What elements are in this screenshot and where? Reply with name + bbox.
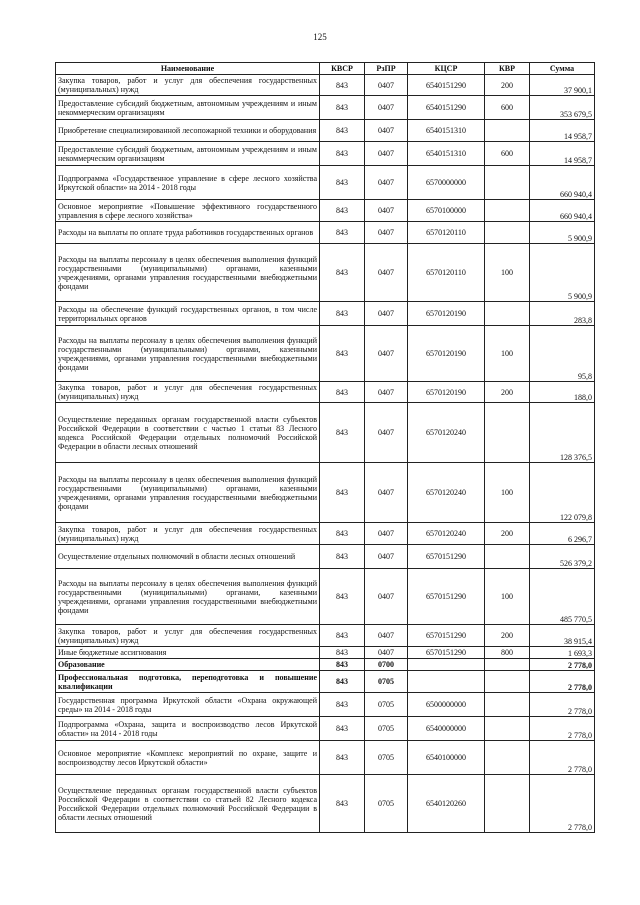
table-row: [56, 302, 595, 326]
table-row: [56, 569, 595, 625]
cell-rzpr: 0407: [365, 545, 408, 569]
cell-name: Расходы на выплаты персоналу в целях обеспечения выполнения функций государственными (муниципальными) органами, казенными учреждениями, органами управления государственными внебюджетными фондами: [56, 569, 320, 625]
table-row: [56, 326, 595, 382]
cell-rzpr: 0705: [365, 693, 408, 717]
cell-kvr: 100: [485, 326, 530, 382]
cell-kvr: [485, 659, 530, 671]
cell-kcsr: 6540120260: [408, 775, 485, 833]
cell-kvsr: 843: [320, 222, 365, 244]
table-row: [56, 523, 595, 545]
cell-kvsr: 843: [320, 244, 365, 302]
cell-kcsr: 6540151290: [408, 75, 485, 96]
cell-kvsr: 843: [320, 326, 365, 382]
cell-kcsr: 6570151290: [408, 647, 485, 659]
cell-sum: 2 778,0: [530, 693, 595, 717]
cell-kvr: [485, 200, 530, 222]
cell-name: Предоставление субсидий бюджетным, автономным учреждениям и иным некоммерческим организациям: [56, 96, 320, 120]
cell-sum: 283,8: [530, 302, 595, 326]
cell-kvr: 100: [485, 244, 530, 302]
cell-rzpr: 0407: [365, 403, 408, 463]
cell-sum: 95,8: [530, 326, 595, 382]
cell-sum: 122 079,8: [530, 463, 595, 523]
cell-sum: 353 679,5: [530, 96, 595, 120]
cell-name: Расходы на выплаты по оплате труда работников государственных органов: [56, 222, 320, 244]
cell-kcsr: 6540151310: [408, 120, 485, 142]
cell-name: Осуществление переданных органам государственной власти субъектов Российской Федерации в соответствии с частью 1 статьи 83 Лесного кодекса Российской Федерации отдельных полномочий Российской Федерации в области лесных отношений: [56, 403, 320, 463]
table-body: [56, 75, 595, 833]
header-name: Наименование: [56, 63, 320, 75]
cell-kvsr: 843: [320, 166, 365, 200]
cell-kcsr: 6570120190: [408, 382, 485, 403]
table-row: [56, 382, 595, 403]
cell-kvr: 800: [485, 647, 530, 659]
cell-name: Осуществление отдельных полномочий в области лесных отношений: [56, 545, 320, 569]
cell-kvsr: 843: [320, 671, 365, 693]
header-kvr: КВР: [485, 63, 530, 75]
cell-kcsr: 6570151290: [408, 569, 485, 625]
page-number: 125: [313, 32, 327, 42]
cell-sum: 14 958,7: [530, 120, 595, 142]
cell-kvr: [485, 545, 530, 569]
cell-kvsr: 843: [320, 523, 365, 545]
table-row: [56, 142, 595, 166]
table-header-row: [56, 63, 595, 75]
cell-kcsr: 6570151290: [408, 625, 485, 647]
table-row: [56, 647, 595, 659]
table-row: [56, 120, 595, 142]
cell-name: Расходы на выплаты персоналу в целях обеспечения выполнения функций государственными (муниципальными) органами, казенными учреждениями, органами управления государственными внебюджетными фондами: [56, 244, 320, 302]
cell-rzpr: 0407: [365, 200, 408, 222]
budget-table: [55, 62, 595, 833]
cell-name: Приобретение специализированной лесопожарной техники и оборудования: [56, 120, 320, 142]
cell-name: Расходы на обеспечение функций государственных органов, в том числе территориальных органов: [56, 302, 320, 326]
cell-name: Иные бюджетные ассигнования: [56, 647, 320, 659]
cell-kvsr: 843: [320, 693, 365, 717]
cell-kcsr: 6570120240: [408, 463, 485, 523]
cell-kvsr: 843: [320, 200, 365, 222]
cell-kvr: [485, 166, 530, 200]
cell-kvr: [485, 717, 530, 741]
cell-kvsr: 843: [320, 625, 365, 647]
cell-kcsr: 6570120190: [408, 326, 485, 382]
cell-kvr: [485, 222, 530, 244]
cell-name: Закупка товаров, работ и услуг для обеспечения государственных (муниципальных) нужд: [56, 382, 320, 403]
table-row: [56, 545, 595, 569]
cell-kcsr: 6570120240: [408, 403, 485, 463]
header-kvsr: КВСР: [320, 63, 365, 75]
cell-rzpr: 0705: [365, 717, 408, 741]
cell-kvsr: 843: [320, 545, 365, 569]
cell-name: Основное мероприятие «Повышение эффективного государственного управления в сфере лесного хозяйства»: [56, 200, 320, 222]
cell-kvsr: 843: [320, 463, 365, 523]
cell-kcsr: [408, 659, 485, 671]
cell-sum: 2 778,0: [530, 659, 595, 671]
cell-kcsr: [408, 671, 485, 693]
cell-kcsr: 6570120110: [408, 244, 485, 302]
table-row: [56, 671, 595, 693]
cell-name: Предоставление субсидий бюджетным, автономным учреждениям и иным некоммерческим организациям: [56, 142, 320, 166]
cell-sum: 660 940,4: [530, 200, 595, 222]
cell-sum: 38 915,4: [530, 625, 595, 647]
table-row: [56, 463, 595, 523]
cell-rzpr: 0407: [365, 302, 408, 326]
cell-kvr: [485, 302, 530, 326]
cell-sum: 2 778,0: [530, 775, 595, 833]
table-row: [56, 222, 595, 244]
cell-kvsr: 843: [320, 142, 365, 166]
cell-kvsr: 843: [320, 647, 365, 659]
table-row: [56, 166, 595, 200]
cell-kcsr: 6570000000: [408, 166, 485, 200]
cell-kvsr: 843: [320, 403, 365, 463]
cell-rzpr: 0407: [365, 120, 408, 142]
cell-kvsr: 843: [320, 775, 365, 833]
cell-kcsr: 6570151290: [408, 545, 485, 569]
cell-kvr: 200: [485, 523, 530, 545]
cell-rzpr: 0407: [365, 96, 408, 120]
cell-rzpr: 0407: [365, 75, 408, 96]
cell-name: Профессиональная подготовка, переподготовка и повышение квалификации: [56, 671, 320, 693]
cell-sum: 660 940,4: [530, 166, 595, 200]
cell-sum: 5 900,9: [530, 222, 595, 244]
cell-rzpr: 0407: [365, 569, 408, 625]
cell-sum: 2 778,0: [530, 741, 595, 775]
cell-rzpr: 0705: [365, 775, 408, 833]
table-row: [56, 741, 595, 775]
cell-kcsr: 6570120110: [408, 222, 485, 244]
cell-kvr: [485, 120, 530, 142]
table-row: [56, 75, 595, 96]
cell-rzpr: 0407: [365, 382, 408, 403]
table-row: [56, 693, 595, 717]
table-row: [56, 96, 595, 120]
cell-sum: 6 296,7: [530, 523, 595, 545]
table-row: [56, 775, 595, 833]
cell-kvr: 100: [485, 463, 530, 523]
table-row: [56, 659, 595, 671]
cell-name: Осуществление переданных органам государственной власти субъектов Российской Федерации в соответствии со статьей 82 Лесного кодекса Российской Федерации отдельных полномочий Российской Федерации в области лесных отношений: [56, 775, 320, 833]
cell-name: Закупка товаров, работ и услуг для обеспечения государственных (муниципальных) нужд: [56, 523, 320, 545]
cell-kvr: 600: [485, 142, 530, 166]
cell-name: Закупка товаров, работ и услуг для обеспечения государственных (муниципальных) нужд: [56, 75, 320, 96]
header-sum: Сумма: [530, 63, 595, 75]
cell-name: Расходы на выплаты персоналу в целях обеспечения выполнения функций государственными (муниципальными) органами, казенными учреждениями, органами управления государственными внебюджетными фондами: [56, 463, 320, 523]
cell-kcsr: 6540000000: [408, 717, 485, 741]
cell-rzpr: 0700: [365, 659, 408, 671]
cell-name: Закупка товаров, работ и услуг для обеспечения государственных (муниципальных) нужд: [56, 625, 320, 647]
cell-name: Подпрограмма «Охрана, защита и воспроизводство лесов Иркутской области» на 2014 - 2018 годы: [56, 717, 320, 741]
cell-rzpr: 0407: [365, 222, 408, 244]
cell-sum: 526 379,2: [530, 545, 595, 569]
cell-kvsr: 843: [320, 569, 365, 625]
cell-kvsr: 843: [320, 741, 365, 775]
table-row: [56, 244, 595, 302]
cell-rzpr: 0705: [365, 671, 408, 693]
cell-kvr: 600: [485, 96, 530, 120]
cell-kcsr: 6570120190: [408, 302, 485, 326]
cell-name: Государственная программа Иркутской области «Охрана окружающей среды» на 2014 - 2018 годы: [56, 693, 320, 717]
cell-sum: 2 778,0: [530, 717, 595, 741]
cell-sum: 188,0: [530, 382, 595, 403]
cell-kvsr: 843: [320, 717, 365, 741]
cell-rzpr: 0407: [365, 523, 408, 545]
cell-kcsr: 6540100000: [408, 741, 485, 775]
cell-name: Образование: [56, 659, 320, 671]
header-kcsr: КЦСР: [408, 63, 485, 75]
header-rzpr: РзПР: [365, 63, 408, 75]
cell-sum: 5 900,9: [530, 244, 595, 302]
cell-kcsr: 6500000000: [408, 693, 485, 717]
table-row: [56, 403, 595, 463]
cell-kvr: 200: [485, 75, 530, 96]
cell-kvr: [485, 775, 530, 833]
cell-rzpr: 0407: [365, 647, 408, 659]
cell-kvr: 200: [485, 625, 530, 647]
cell-kcsr: 6540151310: [408, 142, 485, 166]
cell-kcsr: 6540151290: [408, 96, 485, 120]
cell-kvsr: 843: [320, 120, 365, 142]
cell-name: Подпрограмма «Государственное управление в сфере лесного хозяйства Иркутской области» на 2014 - 2018 годы: [56, 166, 320, 200]
cell-rzpr: 0407: [365, 625, 408, 647]
cell-sum: 128 376,5: [530, 403, 595, 463]
cell-rzpr: 0407: [365, 166, 408, 200]
cell-kvr: 200: [485, 382, 530, 403]
cell-rzpr: 0407: [365, 463, 408, 523]
cell-name: Основное мероприятие «Комплекс мероприятий по охране, защите и воспроизводству лесов Иркутской области»: [56, 741, 320, 775]
cell-name: Расходы на выплаты персоналу в целях обеспечения выполнения функций государственными (муниципальными) органами, казенными учреждениями, органами управления государственными внебюджетными фондами: [56, 326, 320, 382]
table-row: [56, 200, 595, 222]
cell-kvr: 100: [485, 569, 530, 625]
cell-kvsr: 843: [320, 659, 365, 671]
cell-kvr: [485, 403, 530, 463]
cell-rzpr: 0407: [365, 244, 408, 302]
cell-sum: 1 693,3: [530, 647, 595, 659]
table-row: [56, 625, 595, 647]
cell-kcsr: 6570100000: [408, 200, 485, 222]
cell-kvr: [485, 693, 530, 717]
cell-rzpr: 0407: [365, 142, 408, 166]
cell-rzpr: 0705: [365, 741, 408, 775]
cell-sum: 37 900,1: [530, 75, 595, 96]
cell-rzpr: 0407: [365, 326, 408, 382]
cell-sum: 14 958,7: [530, 142, 595, 166]
cell-kcsr: 6570120240: [408, 523, 485, 545]
cell-kvsr: 843: [320, 75, 365, 96]
cell-kvsr: 843: [320, 382, 365, 403]
cell-kvr: [485, 671, 530, 693]
cell-sum: 2 778,0: [530, 671, 595, 693]
cell-sum: 485 770,5: [530, 569, 595, 625]
cell-kvsr: 843: [320, 302, 365, 326]
cell-kvr: [485, 741, 530, 775]
cell-kvsr: 843: [320, 96, 365, 120]
table-row: [56, 717, 595, 741]
